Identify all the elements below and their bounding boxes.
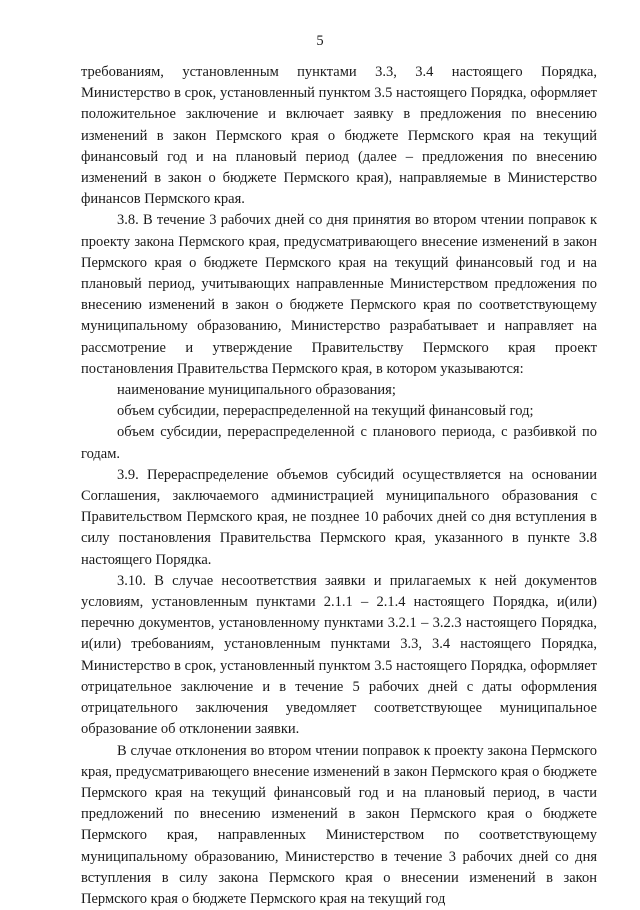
paragraph-continuation: требованиям, установленным пунктами 3.3, 3.4 настоящего Порядка, Министерство в срок, установленный пунктом 3.5 настоящего Порядка, оформляет положительное заключение и включает заявку в предложения по внесению изменений в закон Пермского края о бюджете Пермского края на текущий финансовый год и на плановый период (далее – предложения по внесению изменений в закон о бюджете Пермского края), направляемые в Министерство финансов Пермского края.	[81, 62, 597, 210]
document-body	[81, 62, 597, 910]
paragraph-3-8: 3.8. В течение 3 рабочих дней со дня принятия во втором чтении поправок к проекту закона Пермского края, предусматривающего внесение изменений в закон Пермского края о бюджете Пермского края на текущий финансовый год и на плановый период, учитывающих направленные Министерством предложения по внесению изменений в закон о бюджете Пермского края по соответствующему муниципальному образованию, Министерство разрабатывает и направляет на рассмотрение и утверждение Правительству Пермского края проект постановления Правительства Пермского края, в котором указываются:	[81, 210, 597, 380]
paragraph-rejection-case: В случае отклонения во втором чтении поправок к проекту закона Пермского края, предусматривающего внесение изменений в закон Пермского края о бюджете Пермского края на текущий финансовый год и на плановый период, в части предложений по внесению изменений в закон Пермского края о бюджете Пермского края, направленных Министерством по соответствующему муниципальному образованию, Министерство в течение 3 рабочих дней со дня вступления в силу закона Пермского края о внесении изменений в закон Пермского края о бюджете Пермского края на текущий год	[81, 741, 597, 910]
paragraph-3-10: 3.10. В случае несоответствия заявки и прилагаемых к ней документов условиям, установленным пунктами 2.1.1 – 2.1.4 настоящего Порядка, и(или) перечню документов, установленному пунктами 3.2.1 – 3.2.3 настоящего Порядка, и(или) требованиям, установленным пунктами 3.3, 3.4 настоящего Порядка, Министерство в срок, установленный пунктом 3.5 настоящего Порядка, оформляет отрицательное заключение и в течение 5 рабочих дней с даты оформления отрицательного заключения уведомляет соответствующее муниципальное образование об отклонении заявки.	[81, 571, 597, 741]
page-number: 5	[0, 33, 640, 50]
list-item-municipality-name: наименование муниципального образования;	[81, 380, 597, 401]
list-item-subsidy-planning-period: объем субсидии, перераспределенной с планового периода, с разбивкой по годам.	[81, 422, 597, 464]
paragraph-3-9: 3.9. Перераспределение объемов субсидий осуществляется на основании Соглашения, заключаемого администрацией муниципального образования с Правительством Пермского края, не позднее 10 рабочих дней со дня вступления в силу постановления Правительства Пермского края, указанного в пункте 3.8 настоящего Порядка.	[81, 465, 597, 571]
list-item-subsidy-current-year: объем субсидии, перераспределенной на текущий финансовый год;	[81, 401, 597, 422]
